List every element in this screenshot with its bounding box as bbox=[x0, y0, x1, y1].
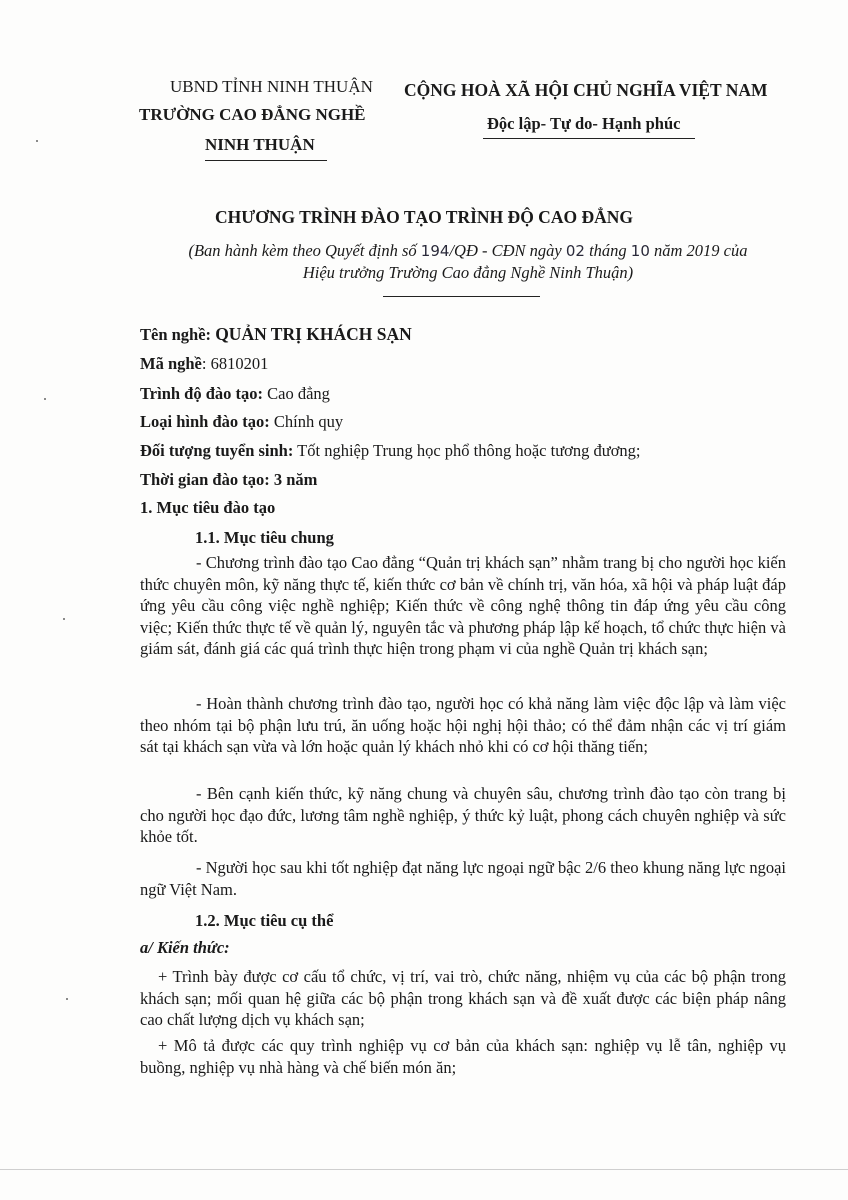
section-1-2-heading: 1.2. Mục tiêu cụ thể bbox=[195, 911, 334, 930]
document-subtitle bbox=[148, 240, 788, 284]
paragraph-kien-thuc-1: + Trình bày được cơ cấu tổ chức, vị trí, vai trò, chức năng, nhiệm vụ của các bộ phận trong khách sạn; mối quan hệ giữa các bộ phận trong khách sạn và đề xuất được các biện pháp nâng cao chất lượng dịch vụ khách sạn; bbox=[140, 967, 786, 1029]
section-1-heading: 1. Mục tiêu đào tạo bbox=[140, 498, 276, 517]
subtitle-underline bbox=[383, 296, 540, 297]
field-ma-nghe: Mã nghề: 6810201 bbox=[140, 354, 269, 373]
header-right-line2: Độc lập- Tự do- Hạnh phúc bbox=[487, 114, 681, 133]
section-1-1-heading: 1.1. Mục tiêu chung bbox=[195, 528, 334, 547]
field-thoi-gian: Thời gian đào tạo: 3 năm bbox=[140, 470, 318, 489]
field-ten-nghe: Tên nghề: QUẢN TRỊ KHÁCH SẠN bbox=[140, 324, 412, 344]
subsection-a-heading: a/ Kiến thức: bbox=[140, 938, 230, 957]
scan-speck bbox=[36, 140, 38, 142]
field-trinh-do: Trình độ đào tạo: Cao đẳng bbox=[140, 384, 330, 403]
subtitle-line2: Hiệu trưởng Trường Cao đẳng Nghề Ninh Thuận) bbox=[302, 263, 634, 282]
paragraph-muc-tieu-3: - Bên cạnh kiến thức, kỹ năng chung và chuyên sâu, chương trình đào tạo còn trang bị cho người học đạo đức, lương tâm nghề nghiệp, ý thức kỷ luật, phong cách chuyên nghiệp và sức khỏe tốt. bbox=[140, 784, 786, 846]
subtitle-line1: (Ban hành kèm theo Quyết định số 194/QĐ - CĐN ngày 02 tháng 10 năm 2019 của bbox=[188, 241, 748, 260]
document-title: CHƯƠNG TRÌNH ĐÀO TẠO TRÌNH ĐỘ CAO ĐẲNG bbox=[215, 207, 633, 227]
header-left-underline bbox=[205, 160, 327, 161]
field-doi-tuong: Đối tượng tuyển sinh: Tốt nghiệp Trung học phổ thông hoặc tương đương; bbox=[140, 441, 641, 460]
scan-speck bbox=[44, 398, 46, 400]
decision-month: 10 bbox=[630, 242, 650, 260]
decision-day: 02 bbox=[565, 242, 585, 260]
paragraph-muc-tieu-2: - Hoàn thành chương trình đào tạo, người học có khả năng làm việc độc lập và làm việc theo nhóm tại bộ phận lưu trú, ăn uống hoặc hội nghị hội thảo; có thể đảm nhận các vị trí giám sát tại khách sạn vừa và lớn hoặc quản lý khách nhỏ khi có cơ hội thăng tiến; bbox=[140, 694, 786, 756]
header-left-line3: NINH THUẬN bbox=[205, 135, 315, 154]
scan-edge-line bbox=[0, 1169, 848, 1170]
header-right-underline bbox=[483, 138, 695, 139]
paragraph-muc-tieu-1: - Chương trình đào tạo Cao đẳng “Quản trị khách sạn” nhằm trang bị cho người học kiến thức chuyên môn, kỹ năng thực tế, kiến thức cơ bản về chính trị, văn hóa, xã hội và pháp luật đáp ứng yêu cầu công việc nghề nghiệp; Kiến thức về công nghệ thông tin đáp ứng yêu cầu công việc; Kiến thức thực tế về quản lý, nguyên tắc và phương pháp lập kế hoạch, tổ chức thực hiện và giám sát, đánh giá các quá trình thực hiện trong phạm vi của nghề Quản trị khách sạn; bbox=[140, 553, 786, 658]
decision-number: 194 bbox=[420, 242, 450, 260]
field-loai-hinh: Loại hình đào tạo: Chính quy bbox=[140, 412, 344, 431]
header-left-line1: UBND TỈNH NINH THUẬN bbox=[170, 77, 373, 96]
header-left-line2: TRƯỜNG CAO ĐẲNG NGHỀ bbox=[139, 105, 366, 124]
header-right-line1: CỘNG HOÀ XÃ HỘI CHỦ NGHĨA VIỆT NAM bbox=[404, 80, 768, 100]
paragraph-muc-tieu-4: - Người học sau khi tốt nghiệp đạt năng lực ngoại ngữ bậc 2/6 theo khung năng lực ngoại ngữ Việt Nam. bbox=[140, 858, 786, 899]
paragraph-kien-thuc-2: + Mô tả được các quy trình nghiệp vụ cơ bản của khách sạn: nghiệp vụ lễ tân, nghiệp vụ buồng, nghiệp vụ nhà hàng và chế biến món ăn; bbox=[140, 1036, 786, 1077]
scan-speck bbox=[66, 998, 68, 1000]
scan-speck bbox=[63, 618, 65, 620]
